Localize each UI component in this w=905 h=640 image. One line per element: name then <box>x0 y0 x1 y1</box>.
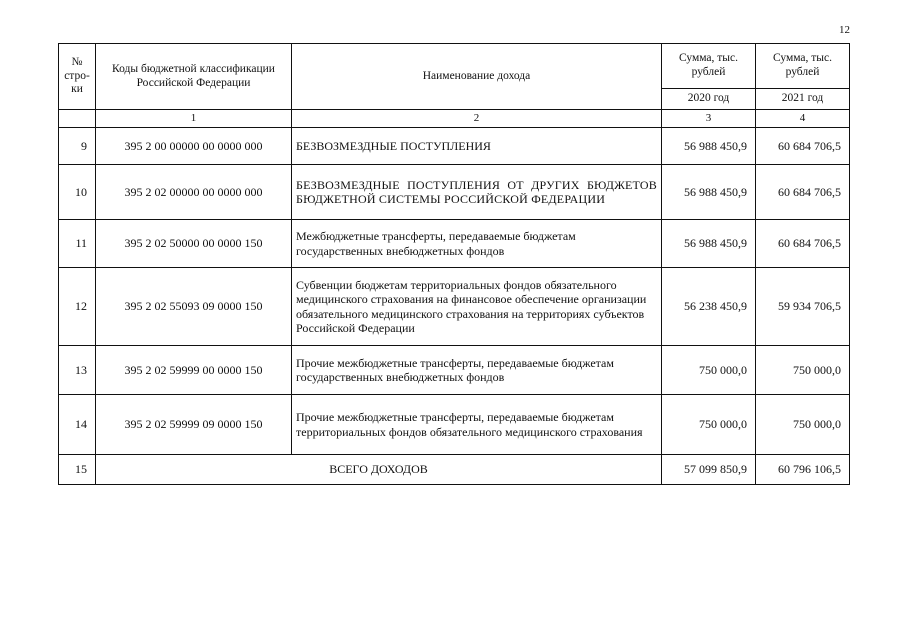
sum-2021: 60 684 706,5 <box>756 165 850 220</box>
total-row-number: 15 <box>59 455 96 485</box>
sum-2021: 59 934 706,5 <box>756 268 850 346</box>
sum-2021: 60 684 706,5 <box>756 220 850 268</box>
income-name: БЕЗВОЗМЕЗДНЫЕ ПОСТУПЛЕНИЯ <box>292 128 662 165</box>
column-index-row <box>59 110 850 128</box>
row-number: 9 <box>59 128 96 165</box>
income-name: Прочие межбюджетные трансферты, передаваемые бюджетам государственных внебюджетных фондов <box>292 346 662 395</box>
row-number: 10 <box>59 165 96 220</box>
income-name: Прочие межбюджетные трансферты, передаваемые бюджетам территориальных фондов обязательного медицинского страхования <box>292 395 662 455</box>
table-row <box>59 128 850 165</box>
sum-2021: 60 684 706,5 <box>756 128 850 165</box>
budget-code: 395 2 02 59999 00 0000 150 <box>96 346 292 395</box>
header-sum-2021: Сумма, тыс. рублей <box>756 44 850 89</box>
table-row <box>59 165 850 220</box>
column-index-2: 2 <box>292 110 662 128</box>
sum-2020: 56 988 450,9 <box>662 128 756 165</box>
sum-2020: 56 238 450,9 <box>662 268 756 346</box>
row-number: 11 <box>59 220 96 268</box>
budget-code: 395 2 00 00000 00 0000 000 <box>96 128 292 165</box>
page-number: 12 <box>839 24 850 36</box>
sum-2020: 750 000,0 <box>662 346 756 395</box>
total-sum-2021: 60 796 106,5 <box>756 455 850 485</box>
header-year-2021: 2021 год <box>756 89 850 110</box>
row-number: 14 <box>59 395 96 455</box>
income-name: Субвенции бюджетам территориальных фондов обязательного медицинского страхования на финансовое обеспечение организации обязательного медицинского страхования на территориях субъектов Российской Федерации <box>292 268 662 346</box>
header-sum-2020: Сумма, тыс. рублей <box>662 44 756 89</box>
budget-code: 395 2 02 00000 00 0000 000 <box>96 165 292 220</box>
column-index-4: 4 <box>756 110 850 128</box>
row-number: 12 <box>59 268 96 346</box>
income-name: БЕЗВОЗМЕЗДНЫЕ ПОСТУПЛЕНИЯ ОТ ДРУГИХ БЮДЖЕТОВ БЮДЖЕТНОЙ СИСТЕМЫ РОССИЙСКОЙ ФЕДЕРАЦИИ <box>292 165 662 220</box>
column-index-1: 1 <box>96 110 292 128</box>
column-index-3: 3 <box>662 110 756 128</box>
total-label: ВСЕГО ДОХОДОВ <box>96 455 662 485</box>
budget-code: 395 2 02 50000 00 0000 150 <box>96 220 292 268</box>
table-row <box>59 220 850 268</box>
sum-2021: 750 000,0 <box>756 346 850 395</box>
table-header-row <box>59 44 850 89</box>
header-row-number: № стро-ки <box>59 44 96 110</box>
total-sum-2020: 57 099 850,9 <box>662 455 756 485</box>
sum-2020: 56 988 450,9 <box>662 220 756 268</box>
table-row <box>59 268 850 346</box>
table-row <box>59 395 850 455</box>
header-year-2020: 2020 год <box>662 89 756 110</box>
header-income-name: Наименование дохода <box>292 44 662 110</box>
income-name: Межбюджетные трансферты, передаваемые бюджетам государственных внебюджетных фондов <box>292 220 662 268</box>
budget-code: 395 2 02 55093 09 0000 150 <box>96 268 292 346</box>
total-row <box>59 455 850 485</box>
table-row <box>59 346 850 395</box>
header-codes: Коды бюджетной классификации Российской Федерации <box>96 44 292 110</box>
sum-2021: 750 000,0 <box>756 395 850 455</box>
sum-2020: 56 988 450,9 <box>662 165 756 220</box>
row-number: 13 <box>59 346 96 395</box>
column-index-empty <box>59 110 96 128</box>
revenue-table <box>58 43 850 485</box>
budget-code: 395 2 02 59999 09 0000 150 <box>96 395 292 455</box>
sum-2020: 750 000,0 <box>662 395 756 455</box>
